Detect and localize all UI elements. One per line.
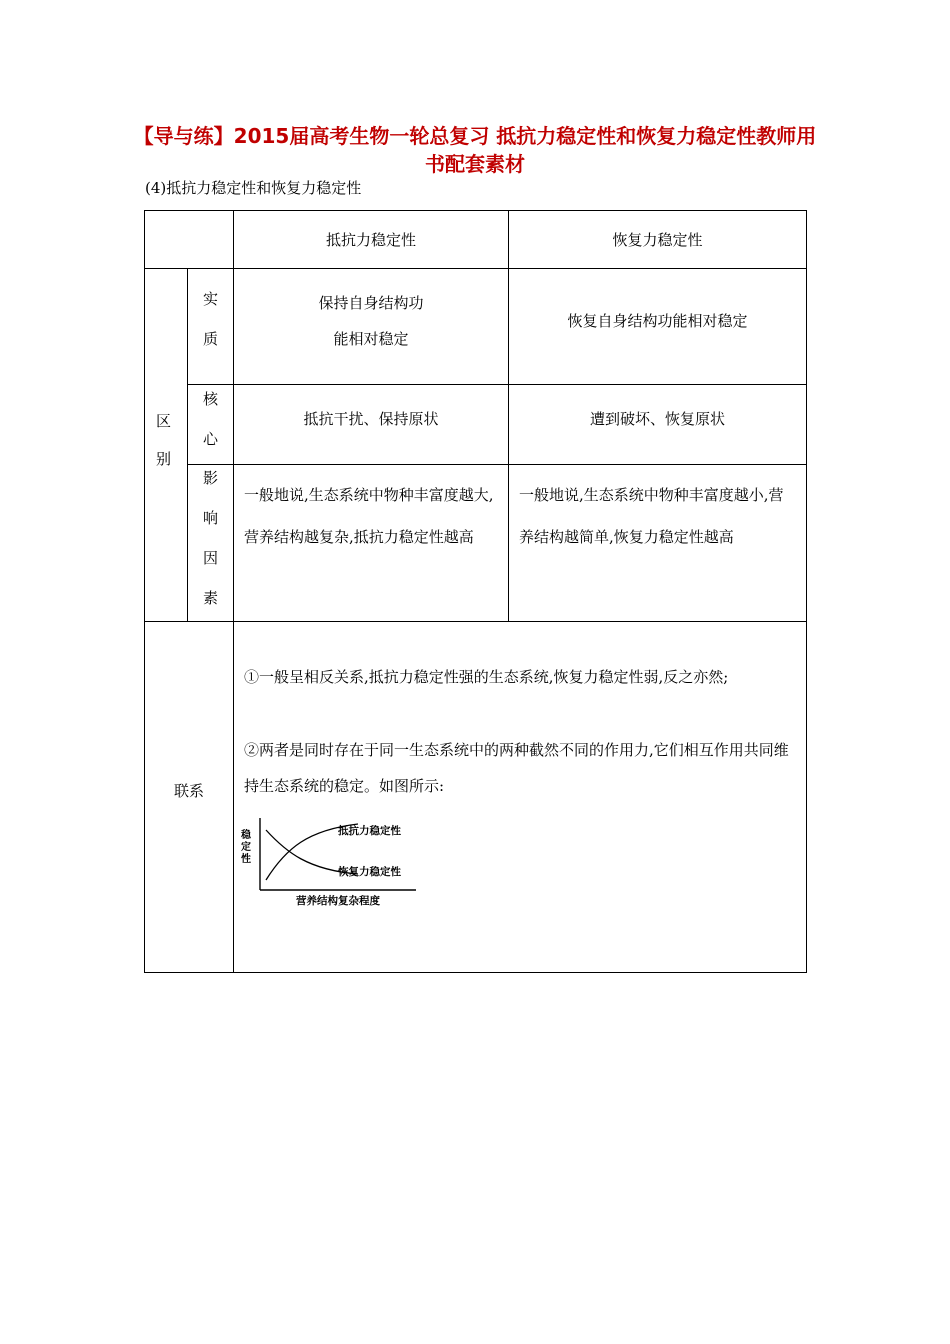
ylabel-char-1: 稳 <box>241 830 251 841</box>
group-label-char: 区别 <box>156 412 172 468</box>
factors-recovery: 一般地说,生态系统中物种丰富度越小,营养结构越简单,恢复力稳定性越高 <box>519 486 784 546</box>
header-resistance: 抵抗力稳定性 <box>325 231 416 249</box>
resistance-curve-label: 抵抗力稳定性 <box>338 825 401 837</box>
ylabel-char-3: 性 <box>241 854 251 865</box>
essence-recovery: 恢复自身结构功能相对稳定 <box>567 311 748 330</box>
stability-relationship-figure <box>238 814 428 909</box>
header-recovery: 恢复力稳定性 <box>612 231 703 249</box>
recovery-curve-label: 恢复力稳定性 <box>338 866 401 878</box>
section-subtitle: (4)抵抗力稳定性和恢复力稳定性 <box>145 179 362 197</box>
essence-resistance: 保持自身结构功 能相对稳定 <box>318 294 424 348</box>
figure-ylabel <box>240 828 254 865</box>
ylabel-char-2: 定 <box>241 842 251 853</box>
factors-resistance: 一般地说,生态系统中物种丰富度越大,营养结构越复杂,抵抗力稳定性越高 <box>244 486 494 546</box>
row-label-core: 核 心 <box>202 390 218 448</box>
row-label-factors: 影 响 因 素 <box>202 469 218 607</box>
group-label-difference <box>145 400 187 480</box>
core-resistance: 抵抗干扰、保持原状 <box>303 409 439 428</box>
row-label-essence: 实 质 <box>202 290 218 348</box>
relation-label: 联系 <box>173 781 204 800</box>
document-title: 【导与练】2015届高考生物一轮总复习 抵抗力稳定性和恢复力稳定性教师用书配套素材 <box>133 124 817 176</box>
figure-xlabel: 营养结构复杂程度 <box>296 895 380 907</box>
relation-point-2: ②两者是同时存在于同一生态系统中的两种截然不同的作用力,它们相互作用共同维持生态系统的稳定。如图所示: <box>244 741 789 795</box>
core-recovery: 遭到破坏、恢复原状 <box>589 409 725 428</box>
relation-point-1: ①一般呈相反关系,抵抗力稳定性强的生态系统,恢复力稳定性弱,反之亦然; <box>244 668 729 686</box>
